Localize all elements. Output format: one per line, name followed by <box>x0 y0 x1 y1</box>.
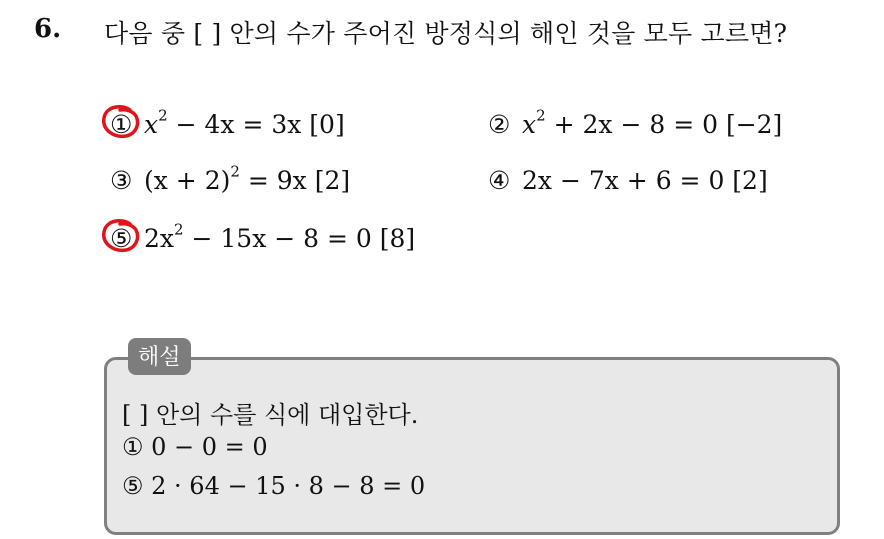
choice-4 <box>488 166 768 195</box>
choice-expression: $x^2 + 2x - 8 = 0$ [−2] <box>522 106 783 139</box>
choice-expression: $x^2 - 4x = 3x$ [0] <box>144 106 345 139</box>
choice-expression: 2x − 7x + 6 = 0 [2] <box>522 166 768 195</box>
choice-1 <box>110 106 345 139</box>
choice-expression: $2x^2 - 15x - 8 = 0$ [8] <box>144 220 416 253</box>
choice-number: ④ <box>488 166 511 195</box>
choice-2 <box>488 106 783 139</box>
choice-5 <box>110 220 416 253</box>
choice-number: ⑤ <box>110 224 133 253</box>
choice-number: ① <box>110 110 133 139</box>
question-number: 6. <box>34 14 62 44</box>
explanation-tag: 해설 <box>128 338 191 375</box>
choice-expression: $(x + 2)^2 = 9x$ [2] <box>144 162 351 195</box>
explanation-line-2: ① 0 − 0 = 0 <box>122 433 268 461</box>
explanation-line-3: ⑤ 2 · 64 − 15 · 8 − 8 = 0 <box>122 472 426 500</box>
explanation-line-1: [ ] 안의 수를 식에 대입한다. <box>122 401 419 429</box>
choice-number: ② <box>488 110 511 139</box>
choice-number: ③ <box>110 166 133 195</box>
question-text: 다음 중 [ ] 안의 수가 주어진 방정식의 해인 것을 모두 고르면? <box>104 19 788 48</box>
choice-3 <box>110 162 351 195</box>
